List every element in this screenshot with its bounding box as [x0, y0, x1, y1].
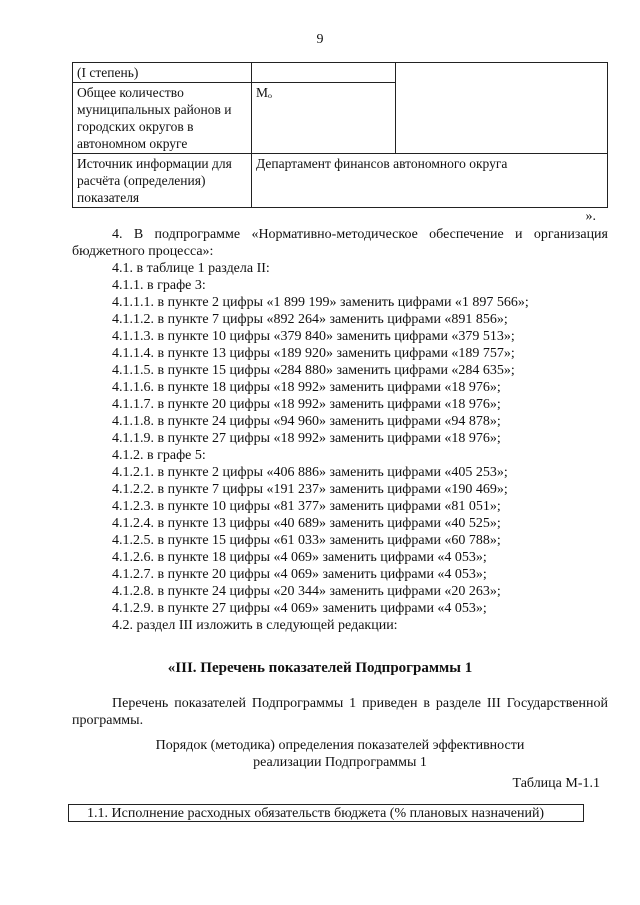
table-cell-label: Источник информации для расчёта (определения) показателя — [73, 154, 252, 208]
amendment-line: 4.1.1.4. в пункте 13 цифры «189 920» заменить цифрами «189 757»; — [112, 346, 515, 361]
closing-quote: ». — [585, 209, 596, 224]
amendment-line: 4.1.1.2. в пункте 7 цифры «892 264» заменить цифрами «891 856»; — [112, 312, 508, 327]
amendment-line: 4.1.1. в графе 3: — [112, 278, 206, 293]
amendment-line: 4.1.2.2. в пункте 7 цифры «191 237» заменить цифрами «190 469»; — [112, 482, 508, 497]
table-cell-label: Общее количество муниципальных районов и городских округов в автономном округе — [73, 83, 252, 154]
amendment-list — [72, 260, 608, 634]
subtitle-line: реализации Подпрограммы 1 — [253, 755, 427, 770]
amendment-line: 4.1.2.1. в пункте 2 цифры «406 886» заменить цифрами «405 253»; — [112, 465, 508, 480]
amendment-line: 4.1. в таблице 1 раздела II: — [112, 261, 270, 276]
table-cell-value: Mₒ — [252, 83, 396, 154]
amendment-line: 4.1.2.6. в пункте 18 цифры «4 069» заменить цифрами «4 053»; — [112, 550, 487, 565]
amendment-line: 4.1.2.8. в пункте 24 цифры «20 344» заменить цифрами «20 263»; — [112, 584, 501, 599]
table-row — [73, 63, 608, 83]
indicator-passport-table — [72, 62, 608, 208]
amendment-line: 4.1.1.8. в пункте 24 цифры «94 960» заменить цифрами «94 878»; — [112, 414, 501, 429]
table-row — [73, 154, 608, 208]
amendment-line: 4.2. раздел III изложить в следующей редакции: — [112, 618, 398, 633]
amendment-line: 4.1.2.7. в пункте 20 цифры «4 069» заменить цифрами «4 053»; — [112, 567, 487, 582]
amendment-line: 4.1.2.4. в пункте 13 цифры «40 689» заменить цифрами «40 525»; — [112, 516, 501, 531]
amendment-line: 4.1.1.7. в пункте 20 цифры «18 992» заменить цифрами «18 976»; — [112, 397, 501, 412]
paragraph-4: 4. В подпрограмме «Нормативно-методическое обеспечение и организация бюджетного процесса»: — [72, 227, 608, 259]
table-cell-extra — [396, 63, 608, 154]
amendment-line: 4.1.2.3. в пункте 10 цифры «81 377» заменить цифрами «81 051»; — [112, 499, 501, 514]
amendment-line: 4.1.1.1. в пункте 2 цифры «1 899 199» заменить цифрами «1 897 566»; — [112, 295, 529, 310]
intro-paragraph: Перечень показателей Подпрограммы 1 приведен в разделе III Государственной программы. — [72, 696, 608, 728]
table-cell-value — [252, 63, 396, 83]
amendment-line: 4.1.1.5. в пункте 15 цифры «284 880» заменить цифрами «284 635»; — [112, 363, 515, 378]
table-cell-label: (I степень) — [73, 63, 252, 83]
amendment-line: 4.1.2.9. в пункте 27 цифры «4 069» заменить цифрами «4 053»; — [112, 601, 487, 616]
section-title: «III. Перечень показателей Подпрограммы 1 — [167, 660, 473, 676]
table-cell-value: Департамент финансов автономного округа — [252, 154, 608, 208]
table-label: Таблица М-1.1 — [512, 776, 600, 791]
page-number: 9 — [316, 32, 324, 47]
amendment-line: 4.1.1.6. в пункте 18 цифры «18 992» заменить цифрами «18 976»; — [112, 380, 501, 395]
methodology-subtitle — [72, 737, 608, 771]
subtitle-line: Порядок (методика) определения показателей эффективности — [155, 738, 525, 753]
amendment-line: 4.1.1.9. в пункте 27 цифры «18 992» заменить цифрами «18 976»; — [112, 431, 501, 446]
amendment-line: 4.1.2. в графе 5: — [112, 448, 206, 463]
indicator-heading: 1.1. Исполнение расходных обязательств бюджета (% плановых назначений) — [68, 804, 584, 822]
amendments-text — [72, 226, 608, 634]
amendment-line: 4.1.1.3. в пункте 10 цифры «379 840» заменить цифрами «379 513»; — [112, 329, 515, 344]
amendment-line: 4.1.2.5. в пункте 15 цифры «61 033» заменить цифрами «60 788»; — [112, 533, 501, 548]
